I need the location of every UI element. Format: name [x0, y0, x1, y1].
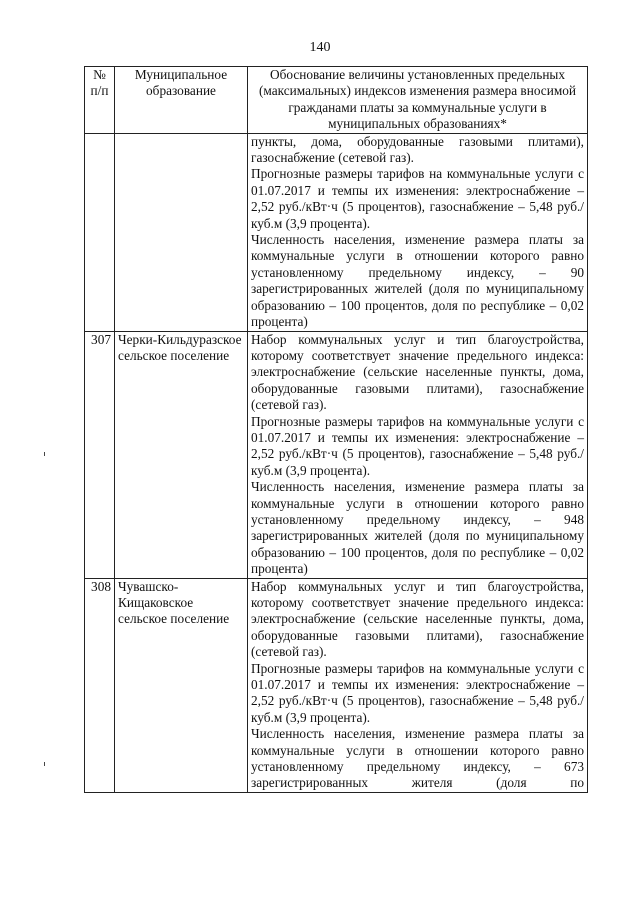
- row-num: [85, 133, 115, 331]
- scan-mark: [44, 452, 45, 456]
- table-row: [85, 578, 588, 792]
- paragraph: пункты, дома, оборудованные газовыми плитами), газоснабжение (сетевой газ).: [251, 133, 584, 166]
- row-num: 308: [85, 578, 115, 792]
- paragraph: Прогнозные размеры тарифов на коммунальные услуги с 01.07.2017 и темпы их изменения: электроснабжение – 2,52 руб./кВт·ч (5 процентов), газоснабжение – 5,48 руб./куб.м (3,9 процента).: [251, 166, 584, 231]
- page-number: 140: [309, 40, 331, 55]
- paragraph: Набор коммунальных услуг и тип благоустройства, которому соответствует значение предельного индекса: электроснабжение (сельские населенные пункты, дома, оборудованные газовыми плитами), газоснабжение (сетевой газ).: [251, 578, 584, 660]
- table-header-row: [85, 67, 588, 134]
- row-justification: [248, 133, 588, 331]
- paragraph: Численность населения, изменение размера платы за коммунальные услуги в отношении которого равно установленному предельному индексу, – 948 зарегистрированных жителей (доля по муниципальному образованию – 100 процентов, доля по республике – 0,02 процента): [251, 479, 584, 577]
- tariff-table: [84, 66, 588, 793]
- header-justification: Обоснование величины установленных предельных (максимальных) индексов изменения размера вносимой гражданами платы за коммунальные услуги в муниципальных образованиях*: [248, 67, 588, 134]
- row-num: 307: [85, 331, 115, 578]
- header-num: № п/п: [85, 67, 115, 134]
- header-municipality: Муниципальное образование: [115, 67, 248, 134]
- paragraph: Численность населения, изменение размера платы за коммунальные услуги в отношении которого равно установленному предельному индексу, – 90 зарегистрированных жителей (доля по муниципальному образованию – 100 процентов, доля по республике – 0,02 процента): [251, 232, 584, 330]
- paragraph: Набор коммунальных услуг и тип благоустройства, которому соответствует значение предельного индекса: электроснабжение (сельские населенные пункты, дома, оборудованные газовыми плитами), газоснабжение (сетевой газ).: [251, 331, 584, 413]
- table-row: [85, 331, 588, 578]
- row-justification: [248, 331, 588, 578]
- paragraph: Прогнозные размеры тарифов на коммунальные услуги с 01.07.2017 и темпы их изменения: электроснабжение – 2,52 руб./кВт·ч (5 процентов), газоснабжение – 5,48 руб./куб.м (3,9 процента).: [251, 660, 584, 725]
- paragraph: Численность населения, изменение размера платы за коммунальные услуги в отношении которого равно установленному предельному индексу, – 673 зарегистрированных жителя (доля по: [251, 726, 584, 791]
- row-municipality: Черки-Кильдуразское сельское поселение: [115, 331, 248, 578]
- table-row: [85, 133, 588, 331]
- row-municipality: Чувашско-Кищаковское сельское поселение: [115, 578, 248, 792]
- row-justification: [248, 578, 588, 792]
- paragraph: Прогнозные размеры тарифов на коммунальные услуги с 01.07.2017 и темпы их изменения: электроснабжение – 2,52 руб./кВт·ч (5 процентов), газоснабжение – 5,48 руб./куб.м (3,9 процента).: [251, 413, 584, 478]
- scan-mark: [44, 762, 45, 766]
- row-municipality: [115, 133, 248, 331]
